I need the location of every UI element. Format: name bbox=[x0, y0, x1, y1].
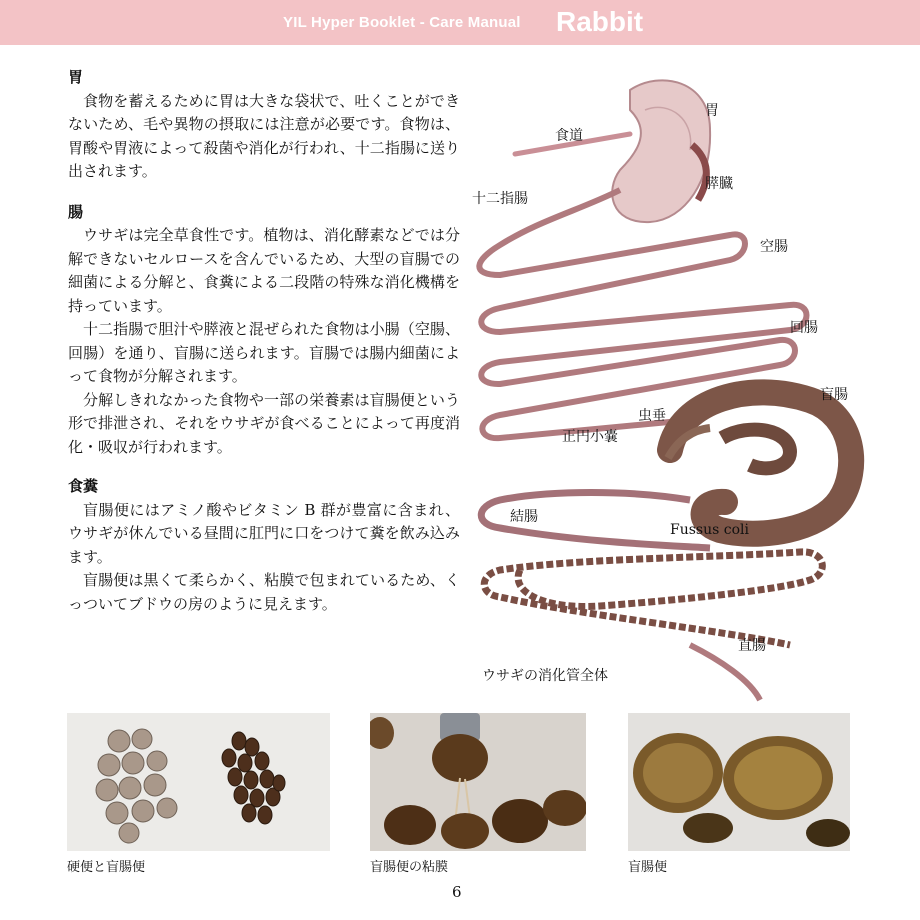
label-rectum: 直腸 bbox=[738, 638, 766, 654]
header-band bbox=[0, 0, 920, 45]
feces-comparison-photo bbox=[67, 713, 330, 851]
photo-cecotrope bbox=[628, 713, 850, 851]
booklet-title: YIL Hyper Booklet - Care Manual bbox=[283, 14, 521, 31]
coprophagy-paragraph-2: 盲腸便は黒くて柔らかく、粘膜で包まれているため、くっついてブドウの房のように見えます。 bbox=[68, 571, 460, 613]
label-appendix: 虫垂 bbox=[638, 408, 666, 424]
label-cecum: 盲腸 bbox=[820, 387, 848, 403]
photo-hard-and-cecal-feces bbox=[67, 713, 330, 851]
label-ileum: 回腸 bbox=[790, 320, 818, 336]
intestine-paragraph-3: 分解しきれなかった食物や一部の栄養素は盲腸便という形で排泄され、それをウサギが食べることによって再度消化・吸収が行われます。 bbox=[68, 390, 460, 456]
label-duodenum: 十二指腸 bbox=[472, 191, 528, 207]
label-jejunum: 空腸 bbox=[760, 239, 788, 255]
label-sacculus-rotundus: 正円小嚢 bbox=[562, 429, 618, 445]
mucus-photo bbox=[370, 713, 586, 851]
heading-stomach: 胃 bbox=[68, 68, 84, 86]
intestine-paragraph-2: 十二指腸で胆汁や膵液と混ぜられた食物は小腸（空腸、回腸）を通り、盲腸に送られます。盲腸では腸内細菌によって食物が分解されます。 bbox=[68, 320, 460, 385]
animal-title: Rabbit bbox=[556, 6, 644, 37]
label-colon: 結腸 bbox=[510, 509, 538, 525]
photo-caption-3: 盲腸便 bbox=[628, 860, 668, 875]
digestive-tract-diagram bbox=[460, 70, 890, 710]
photo-cecotrope-mucus bbox=[370, 713, 586, 851]
diagram-caption: ウサギの消化管全体 bbox=[482, 668, 608, 684]
photo-caption-2: 盲腸便の粘膜 bbox=[370, 860, 449, 875]
heading-intestine: 腸 bbox=[68, 202, 84, 221]
intestine-paragraph-1: ウサギは完全草食性です。植物は、消化酵素などでは分解できないセルロースを含んでいるため、大型の盲腸での細菌による分解と、食糞による二段階の特殊な消化機構を持っています。 bbox=[68, 226, 460, 315]
label-fussus-coli: Fussus coli bbox=[670, 522, 749, 538]
label-stomach: 胃 bbox=[705, 103, 719, 119]
label-pancreas: 膵臓 bbox=[705, 176, 733, 192]
heading-coprophagy: 食糞 bbox=[68, 477, 99, 495]
cecotrope-photo bbox=[628, 713, 850, 851]
page-number: 6 bbox=[452, 883, 462, 901]
photo-caption-1: 硬便と盲腸便 bbox=[67, 860, 146, 875]
label-esophagus: 食道 bbox=[555, 128, 583, 144]
text-column bbox=[68, 66, 460, 616]
stomach-paragraph: 食物を蓄えるために胃は大きな袋状で、吐くことができないため、毛や異物の摂取には注意が必要です。食物は、胃酸や胃液によって殺菌や消化が行われ、十二指腸に送り出されます。 bbox=[68, 91, 460, 180]
coprophagy-paragraph-1: 盲腸便にはアミノ酸やビタミン B 群が豊富に含まれ、ウサギが休んでいる昼間に肛門に口をつけて糞を飲み込みます。 bbox=[68, 500, 460, 566]
